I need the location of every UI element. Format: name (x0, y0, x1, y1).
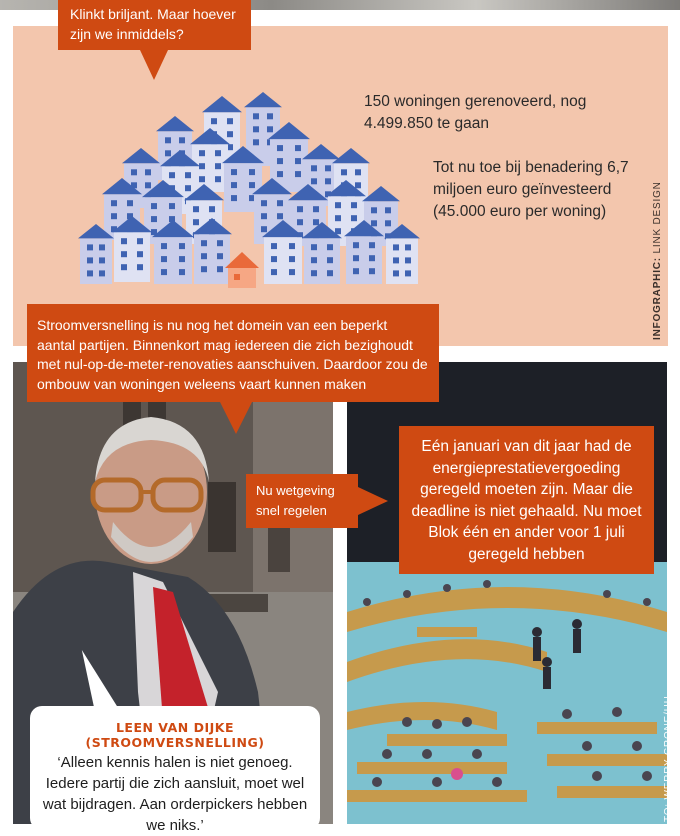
investment-stat: Tot nu toe bij benadering 6,7 miljoen euro geïnvesteerd (45.000 euro per woning) (433, 159, 629, 220)
houses-illustration (74, 88, 424, 288)
infographic-credit-label: INFOGRAPHIC: (652, 257, 663, 340)
speech-bubble-deadline: Eén januari van dit jaar had de energieprestatievergoeding geregeld moeten zijn. Maar die deadline is niet gehaald. Nu moet Blok één en ander voor 1 juli geregeld hebben (399, 426, 654, 574)
highlighted-house-icon (225, 252, 259, 288)
speech-bubble-legislation: Nu wetgeving snel regelen (246, 474, 358, 528)
quote-speaker: LEEN VAN DIJKE (STROOMVERSNELLING) (85, 720, 265, 750)
renovation-stat: 150 woningen gerenoveerd, nog 4.499.850 te gaan (364, 93, 587, 132)
infographic-credit (652, 181, 663, 340)
speech-bubble-question: Klinkt briljant. Maar hoever zijn we inmiddels? (58, 0, 251, 50)
speech-bubble-stroomversnelling: Stroomversnelling is nu nog het domein van een beperkt aantal partijen. Binnenkort mag iedereen die zich bezighoudt met nul-op-de-meter-renovaties aanschuiven. Daardoor zou de ombouw van woningen weleens vaart kunnen maken (27, 304, 439, 402)
infographic-credit-name: LINK DESIGN (652, 181, 663, 258)
quote-card (30, 706, 320, 834)
quote-text: ‘Alleen kennis halen is niet genoeg. Iedere partij die zich aansluit, moet wel wat bijdragen. Aan orderpickers hebben we niks.’ (42, 754, 308, 834)
photo-credit: TO: WERRY CRONE/HH (663, 695, 674, 822)
